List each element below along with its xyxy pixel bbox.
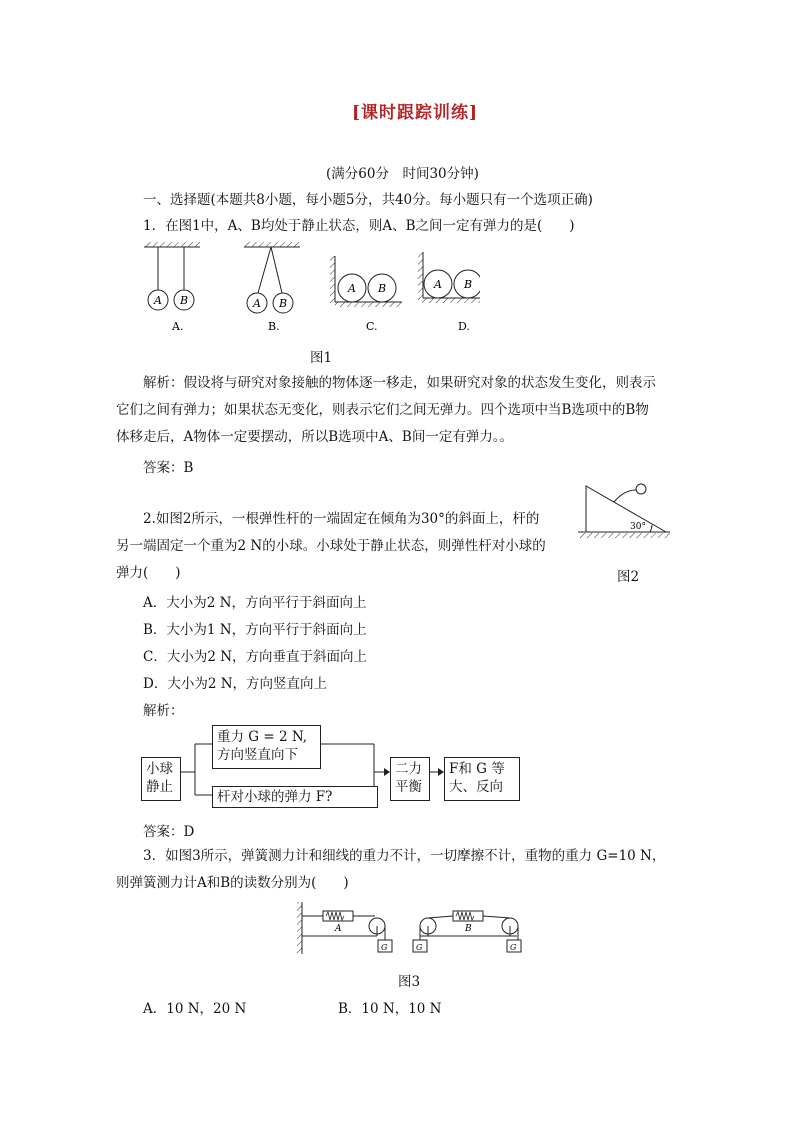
figure-option-b [244,242,300,333]
option-d-label: D. [458,320,470,333]
q2-figure-caption: 图2 [617,569,640,585]
q3-figure [295,898,525,958]
subtitle: (满分60分 时间30分钟) [326,166,479,182]
flow-result-line-1: F和 G 等 [449,761,505,777]
ball-a-label: A [253,297,261,310]
q2-stem-line-2: 另一端固定一个重为2 N的小球。小球处于静止状态，则弹性杆对小球的 [116,538,546,554]
q2-option-a: A．大小为2 N，方向平行于斜面向上 [143,595,367,611]
ball-b-label: B [464,278,473,291]
option-c-label: C. [366,320,378,333]
q2-stem-line-1: 2.如图2所示，一根弹性杆的一端固定在倾角为30°的斜面上，杆的 [143,511,540,527]
scale-a-label: A [335,924,342,934]
ball-a-label: A [154,294,162,307]
figure-option-a [144,242,200,333]
q3-figure-caption: 图3 [398,974,421,990]
q1-answer: 答案：B [143,460,194,476]
q1-stem: 1．在图1中，A、B均处于静止状态，则A、B之间一定有弹力的是( ) [143,218,575,234]
ball-b-label: B [180,294,189,307]
flow-gravity-box [212,725,321,769]
ball-b-label: B [378,282,387,295]
flow-result-box [444,757,520,801]
weight-g-label: G [416,943,423,952]
flow-gravity-line-1: 重力 G = 2 N, [217,729,308,745]
q2-stem-line-3: 弹力( ) [116,565,181,581]
page-title: [课时跟踪训练] [352,103,479,123]
figure-option-d [418,252,480,333]
q3-setup-b [413,911,521,952]
q2-option-b: B．大小为1 N，方向平行于斜面向上 [143,622,367,638]
q3-stem-line-2: 则弹簧测力计A和B的读数分别为( ) [116,875,349,891]
q2-analysis-label: 解析： [143,703,184,719]
flow-rod-force-text: 杆对小球的弹力 F? [217,789,333,805]
option-a-label: A. [172,320,184,333]
flow-gravity-line-2: 方向竖直向下 [217,747,298,763]
flow-balance-line-1: 二力 [395,761,422,777]
flow-rod-force-box [212,786,378,808]
q1-analysis-line-2: 它们之间有弹力；如果状态无变化，则表示它们之间无弹力。四个选项中当B选项中的B物 [116,402,649,418]
ball-a-label: A [348,282,356,295]
q3-setup-a [297,902,392,954]
flow-start-box [141,757,181,801]
weight-g-label: G [510,943,517,952]
ball-b-label: B [279,297,288,310]
option-b-label: B. [268,320,280,333]
flow-start-line-1: 小球 [146,761,173,777]
q2-option-d: D．大小为2 N，方向竖直向上 [143,676,328,692]
flow-result-line-2: 大、反向 [449,779,503,795]
figure-option-c [330,256,402,333]
q1-figure-caption: 图1 [310,350,333,366]
q1-analysis-line-3: 体移走后，A物体一定要摆动，所以B选项中A、B间一定有弹力。。 [116,429,514,445]
flow-balance-line-2: 平衡 [395,779,422,795]
q2-incline-figure [574,480,674,544]
q1-figure [140,238,480,342]
q3-option-a: A．10 N，20 N [143,1001,247,1017]
q3-stem-line-1: 3．如图3所示，弹簧测力计和细线的重力不计，一切摩擦不计，重物的重力 G=10 N， [143,848,666,864]
q1-analysis-line-1: 解析：假设将与研究对象接触的物体逐一移走，如果研究对象的状态发生变化，则表示 [143,375,656,391]
ball-a-label: A [434,278,442,291]
scale-b-label: B [465,924,472,934]
flow-balance-box [390,757,430,801]
weight-g-label: G [381,943,388,952]
q2-answer: 答案：D [143,824,195,840]
section-heading: 一、选择题(本题共8小题，每小题5分，共40分。每小题只有一个选项正确) [143,192,593,208]
flow-start-line-2: 静止 [146,779,173,795]
q3-option-b: B．10 N，10 N [338,1001,442,1017]
q2-angle-label: 30° [630,522,646,532]
q2-option-c: C．大小为2 N，方向垂直于斜面向上 [143,649,368,665]
